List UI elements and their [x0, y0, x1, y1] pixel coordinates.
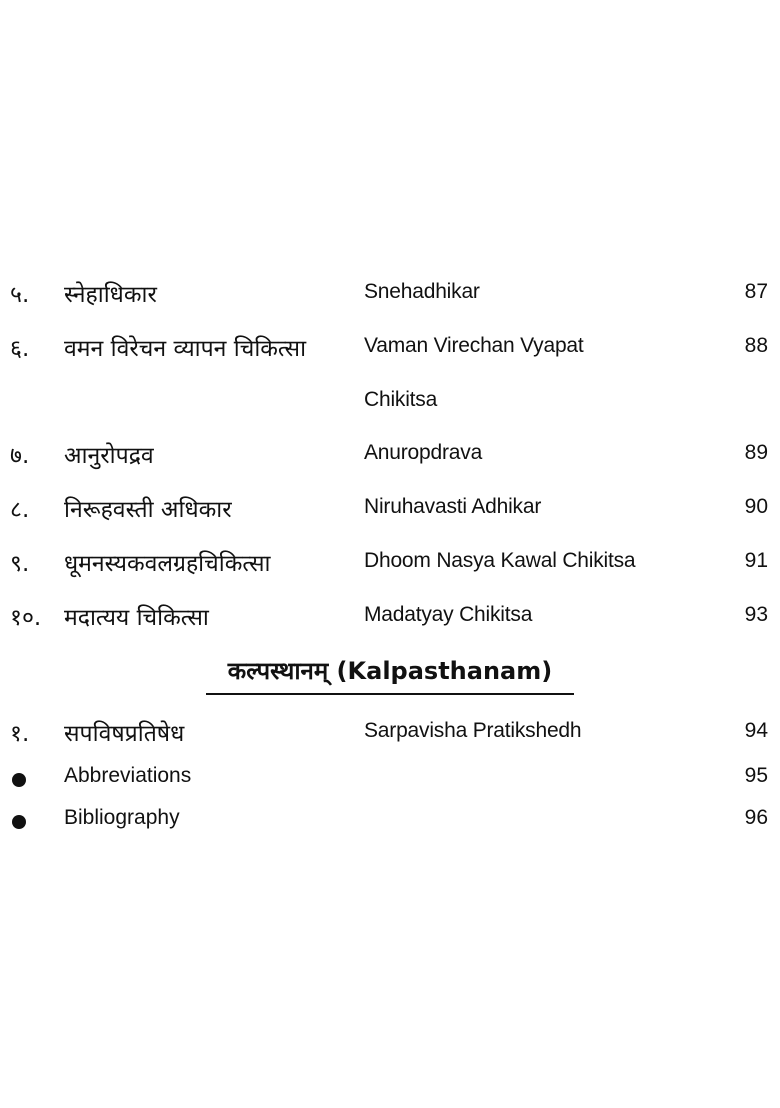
bullet-icon: [12, 815, 26, 829]
entry-number: ५.: [10, 282, 30, 308]
entry-page-number: 87: [744, 280, 768, 303]
entry-title-hindi: आनुरोपद्रव: [64, 443, 154, 469]
entry-title-english: Madatyay Chikitsa: [364, 603, 533, 626]
toc-entry: [0, 600, 780, 640]
entry-number: १०.: [10, 605, 42, 631]
entry-title-hindi: मदात्यय चिकित्सा: [64, 605, 209, 631]
entry-page-number: 96: [744, 806, 768, 829]
entry-number: ७.: [10, 443, 30, 469]
entry-page-number: 89: [744, 441, 768, 464]
bullet-icon: [12, 773, 26, 787]
entry-number: ८.: [10, 497, 30, 523]
toc-bullet-entry: [0, 806, 780, 846]
entry-page-number: 94: [744, 719, 768, 742]
entry-page-number: 95: [744, 764, 768, 787]
entry-title-english: Niruhavasti Adhikar: [364, 495, 542, 518]
entry-number: ६.: [10, 336, 30, 362]
entry-page-number: 90: [744, 495, 768, 518]
toc-entry: [0, 277, 780, 317]
entry-page-number: 91: [744, 549, 768, 572]
entry-page-number: 93: [744, 603, 768, 626]
toc-entry: [0, 716, 780, 756]
entry-title-english: Dhoom Nasya Kawal Chikitsa: [364, 549, 636, 572]
toc-entry: [0, 331, 780, 371]
section-heading: कल्पस्थानम् (Kalpasthanam): [206, 654, 574, 695]
entry-title-hindi: धूमनस्यकवलग्रहचिकित्सा: [64, 551, 271, 577]
entry-title-english: Vaman Virechan Vyapat: [364, 334, 584, 357]
entry-number: १.: [10, 721, 30, 747]
entry-title-hindi: वमन विरेचन व्यापन चिकित्सा: [64, 336, 307, 362]
entry-title-english: Sarpavisha Pratikshedh: [364, 719, 582, 742]
entry-title-hindi: निरूहवस्ती अधिकार: [64, 497, 232, 523]
entry-title-hindi: स्नेहाधिकार: [64, 282, 157, 308]
toc-entry: [0, 438, 780, 478]
entry-number: ९.: [10, 551, 30, 577]
toc-entry: [0, 546, 780, 586]
entry-title-english: Anuropdrava: [364, 441, 483, 464]
toc-entry-continuation: [0, 385, 780, 425]
entry-title-hindi: सपविषप्रतिषेध: [64, 721, 185, 747]
bullet-entry-label: Bibliography: [64, 806, 180, 829]
toc-bullet-entry: [0, 764, 780, 804]
entry-title-english-continued: Chikitsa: [364, 388, 438, 411]
bullet-entry-label: Abbreviations: [64, 764, 192, 787]
entry-page-number: 88: [744, 334, 768, 357]
entry-title-english: Snehadhikar: [364, 280, 480, 303]
toc-entry: [0, 492, 780, 532]
